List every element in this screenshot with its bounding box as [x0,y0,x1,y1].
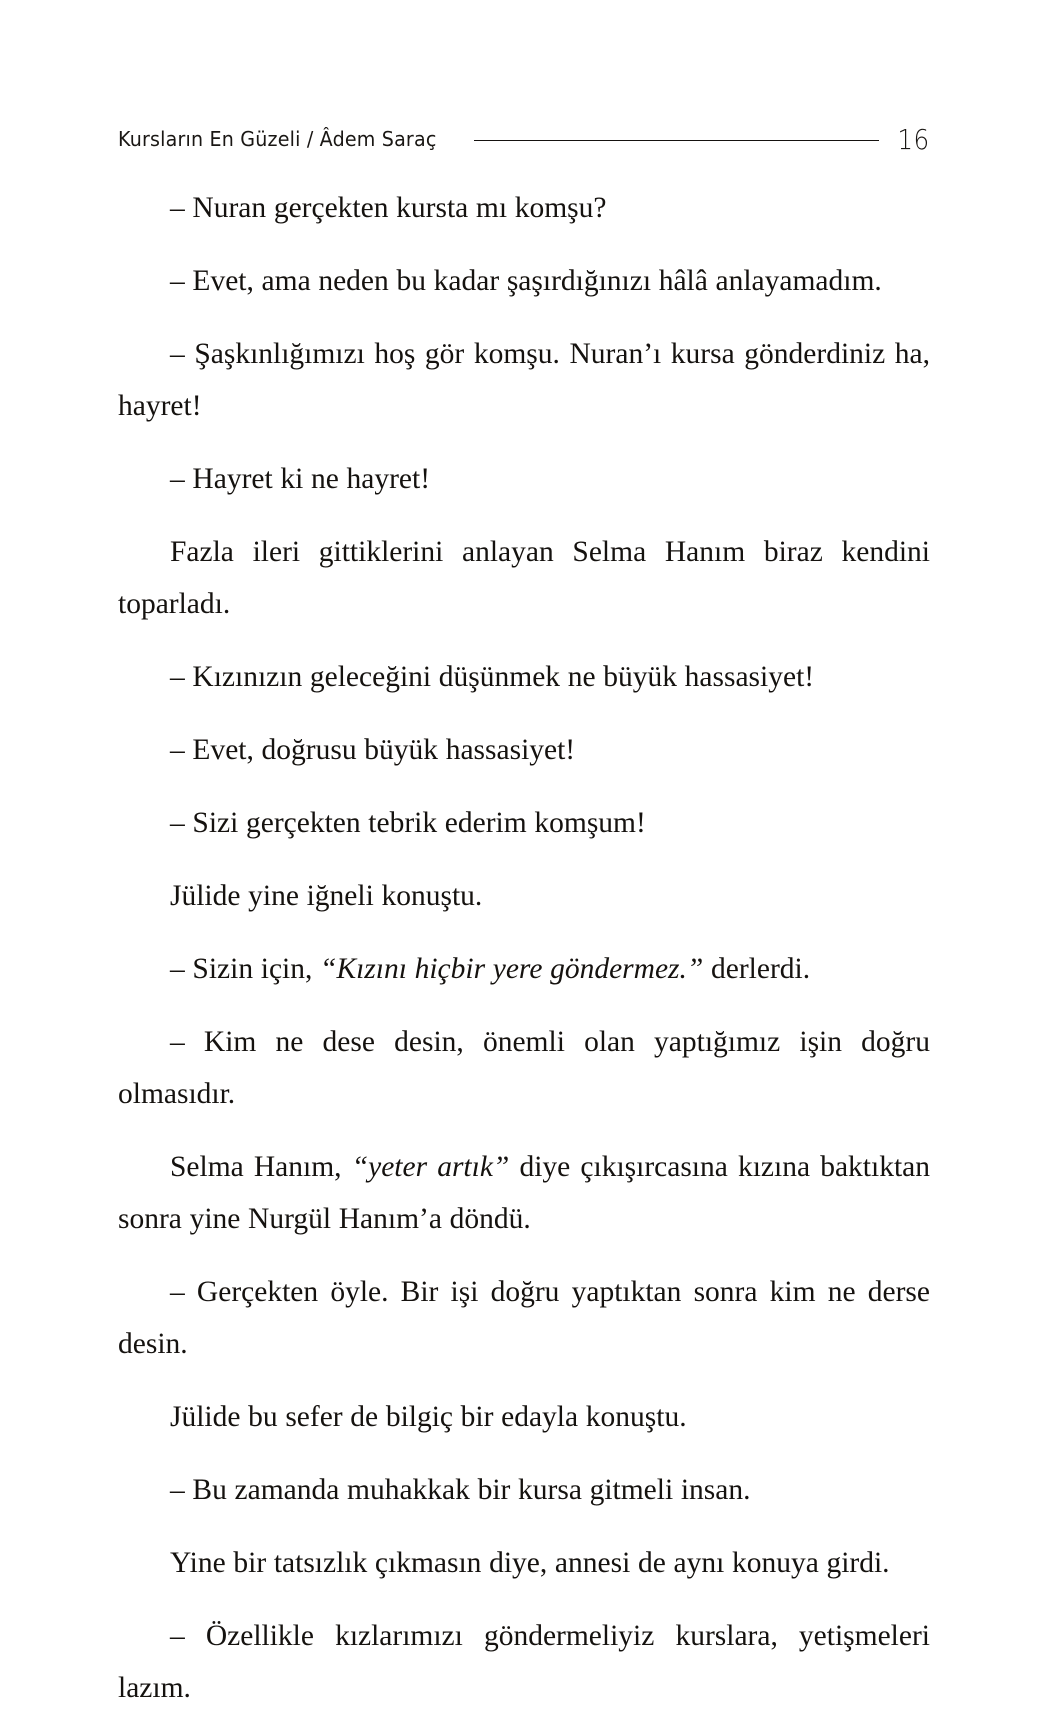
paragraph-dialogue: – Şaşkınlığımızı hoş gör komşu. Nuran’ı kursa gönderdiniz ha, hayret! [118,338,930,422]
paragraph-dialogue: – Sizi gerçekten tebrik ederim komşum! [170,807,646,839]
paragraph-narrative: Yine bir tatsızlık çıkmasın diye, annesi de aynı konuya girdi. [170,1547,890,1579]
quoted-phrase: “Kızını hiçbir yere göndermez.” [320,953,704,985]
paragraph-dialogue: – Özellikle kızlarımızı göndermeliyiz kurslara, yetişmeleri lazım. [118,1620,930,1704]
quote-lead-text: Selma Hanım, [170,1151,352,1183]
quote-lead-text: – Sizin için, [170,953,321,985]
paragraph-dialogue: – Kızınızın geleceğini düşünmek ne büyük hassasiyet! [170,661,815,693]
paragraph-dialogue: – Bu zamanda muhakkak bir kursa gitmeli insan. [170,1474,751,1506]
quote-trail-text: derlerdi. [703,953,811,985]
paragraph-narrative: Jülide yine iğneli konuştu. [170,880,483,912]
paragraph-dialogue: – Evet, ama neden bu kadar şaşırdığınızı hâlâ anlayamadım. [170,265,882,297]
header-title: Kursların En Güzeli / Âdem Saraç [118,127,437,151]
running-header [118,119,930,159]
paragraph-dialogue: – Kim ne dese desin, önemli olan yaptığımız işin doğru olmasıdır. [118,1026,930,1110]
paragraph-dialogue-quote [118,943,930,995]
paragraph-dialogue: – Gerçekten öyle. Bir işi doğru yaptıktan sonra kim ne derse desin. [118,1276,930,1360]
paragraph-dialogue: – Hayret ki ne hayret! [170,463,431,495]
page-number: 16 [897,122,930,156]
body-text-block [118,182,930,1714]
quoted-phrase: “yeter artık” [351,1151,510,1183]
paragraph-dialogue: – Nuran gerçekten kursta mı komşu? [170,192,607,224]
header-rule [474,140,879,141]
paragraph-dialogue: – Evet, doğrusu büyük hassasiyet! [170,734,576,766]
paragraph-narrative: Jülide bu sefer de bilgiç bir edayla konuştu. [170,1401,687,1433]
quote-trail-text: diye çıkışırcasına kızına baktıktan sonra yine Nurgül Hanım’a döndü. [118,1151,930,1235]
paragraph-narrative-quote [118,1141,930,1245]
paragraph-narrative: Fazla ileri gittiklerini anlayan Selma Hanım biraz kendini toparladı. [118,536,930,620]
